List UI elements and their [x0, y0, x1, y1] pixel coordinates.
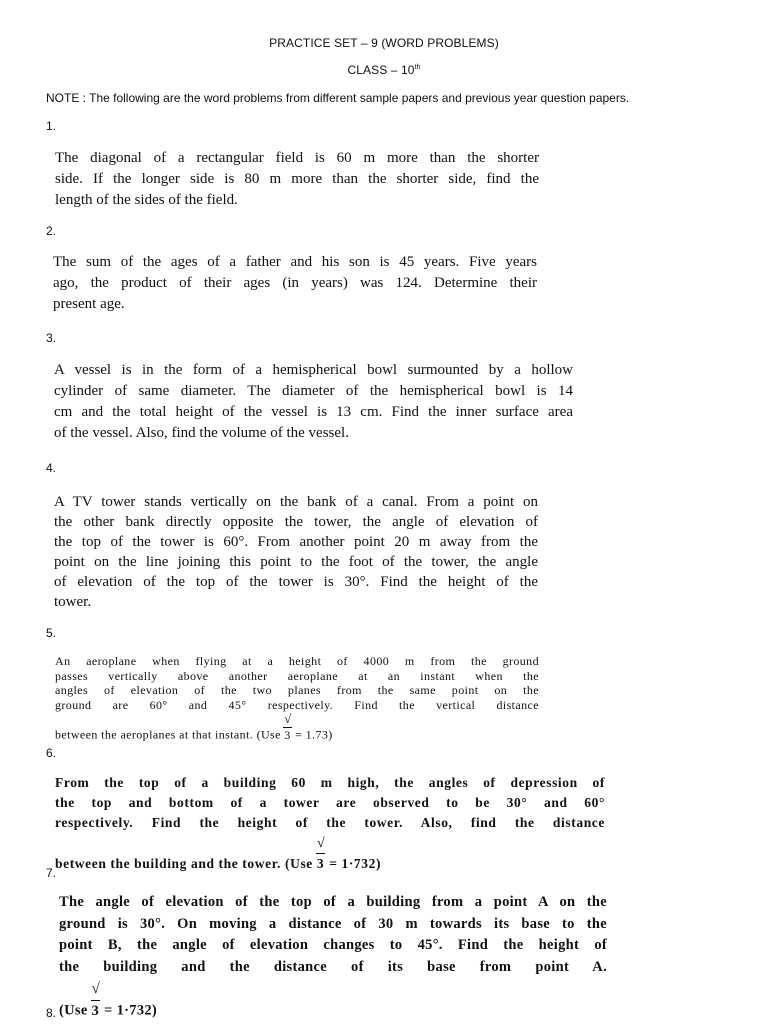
text-line: side. If the longer side is 80 m more than the shorter side, find the: [55, 171, 539, 187]
text-line: The diagonal of a rectangular field is 60 m more than the shorter: [55, 150, 539, 166]
text-line: The angle of elevation of the top of a building from a point A on the: [59, 894, 607, 910]
problem-number-4: 4.: [46, 461, 57, 475]
problem-4-text: [54, 492, 538, 612]
problem-number-3: 3.: [46, 331, 57, 345]
text-line: the other bank directly opposite the tower, the angle of elevation of: [54, 514, 538, 530]
text-line: of the vessel. Also, find the volume of the vessel.: [54, 425, 349, 441]
text-line: ground are 60° and 45° respectively. Find the vertical distance: [55, 697, 539, 712]
text-line: [59, 978, 607, 1022]
problem-6-text: [55, 773, 605, 874]
text-line: ago, the product of their ages (in years) was 124. Determine their: [53, 275, 537, 291]
problem-number-1: 1.: [46, 119, 57, 133]
text-line: [55, 712, 539, 742]
sqrt-argument: 3: [316, 853, 325, 874]
text-segment: between the aeroplanes at that instant. (Use: [55, 727, 285, 742]
text-line: A TV tower stands vertically on the bank of a canal. From a point on: [54, 494, 538, 510]
problem-5-text: [55, 654, 539, 742]
text-line: A vessel is in the form of a hemispherical bowl surmounted by a hollow: [54, 362, 573, 378]
text-line: point B, the angle of elevation changes to 45°. Find the height of: [59, 937, 607, 953]
problem-number-2: 2.: [46, 224, 57, 238]
text-line: of elevation of the top of the tower is 30°. Find the height of the: [54, 574, 538, 590]
text-line: From the top of a building 60 m high, the angles of depression of: [55, 775, 605, 790]
problem-1-text: [55, 148, 539, 211]
text-line: cylinder of same diameter. The diameter of the hemispherical bowl is 14: [54, 383, 573, 399]
text-line: the top of the tower is 60°. From another point 20 m away from the: [54, 534, 538, 550]
sqrt-argument: 3: [284, 727, 291, 742]
text-segment: = 1.73): [291, 727, 333, 742]
page-title: PRACTICE SET – 9 (WORD PROBLEMS): [269, 36, 499, 50]
text-segment: (Use: [59, 1002, 92, 1019]
text-line: point on the line joining this point to the foot of the tower, the angle: [54, 554, 538, 570]
problem-2-text: [53, 252, 537, 315]
sqrt-symbol: √ 3: [284, 712, 292, 742]
text-line: length of the sides of the field.: [55, 192, 238, 208]
text-line: An aeroplane when flying at a height of 4000 m from the ground: [55, 654, 539, 668]
text-line: angles of elevation of the two planes from the same point on the: [55, 683, 539, 697]
class-text: CLASS – 10: [347, 63, 415, 77]
text-line: present age.: [53, 296, 125, 312]
text-line: cm and the total height of the vessel is 13 cm. Find the inner surface area: [54, 404, 573, 420]
text-line: tower.: [54, 594, 92, 610]
text-line: The sum of the ages of a father and his son is 45 years. Five years: [53, 254, 537, 270]
problem-number-6: 6.: [46, 746, 57, 760]
text-line: the top and bottom of a tower are observed to be 30° and 60°: [55, 795, 605, 810]
problem-number-7: 7.: [46, 866, 57, 880]
sqrt-symbol: √ 3: [92, 978, 101, 1022]
problem-number-8: 8.: [46, 1006, 57, 1020]
text-line: passes vertically above another aeroplane at an instant when the: [55, 668, 539, 683]
sqrt-symbol: √ 3: [317, 833, 325, 874]
text-segment: = 1·732): [325, 856, 382, 871]
text-line: respectively. Find the height of the tower. Also, find the distance: [55, 815, 605, 830]
note-text: NOTE : The following are the word problems from different sample papers and previous year question papers.: [46, 91, 630, 105]
class-superscript: th: [414, 64, 421, 71]
text-line: [55, 833, 605, 874]
text-segment: = 1·732): [100, 1002, 158, 1019]
class-label: [0, 63, 768, 77]
text-line: the building and the distance of its base from point A.: [59, 958, 607, 975]
problem-3-text: [54, 360, 573, 444]
problem-number-5: 5.: [46, 626, 57, 640]
text-segment: between the building and the tower. (Use: [55, 856, 317, 871]
sqrt-argument: 3: [91, 1000, 101, 1023]
problem-7-text: [59, 892, 607, 1022]
text-line: ground is 30°. On moving a distance of 30 m towards its base to the: [59, 915, 607, 932]
